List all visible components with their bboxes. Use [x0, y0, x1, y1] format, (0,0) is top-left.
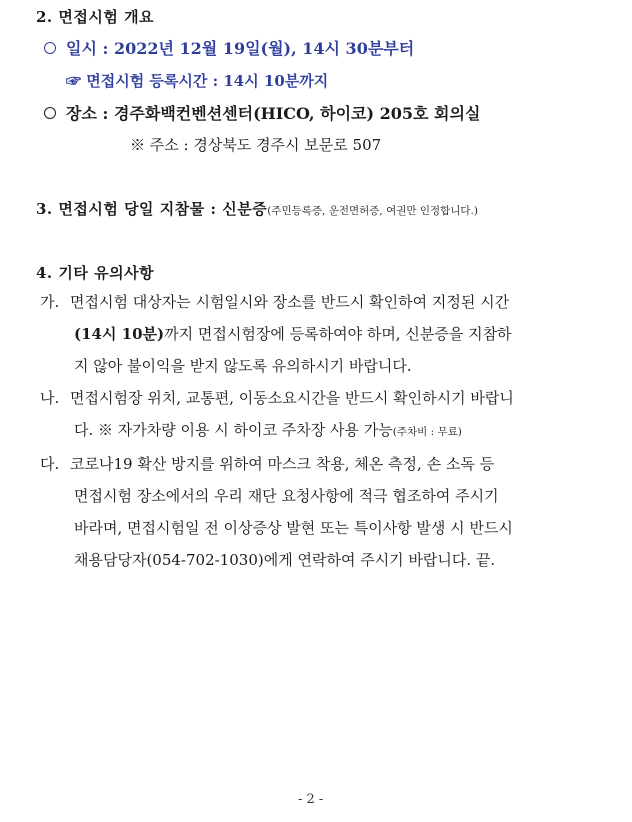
note-ga-line3: 지 않아 불이익을 받지 않도록 유의하시기 바랍니다.	[74, 357, 412, 375]
note-da-line3: 바라며, 면접시험일 전 이상증상 발현 또는 특이사항 발생 시 반드시	[74, 519, 513, 537]
date-item	[44, 36, 414, 59]
note-ga-line1	[40, 286, 620, 318]
note-ga-text-1: 면접시험 대상자는 시험일시와 장소를 반드시 확인하여 지정된 시간	[70, 293, 510, 311]
section-2-title: 2. 면접시험 개요	[36, 8, 155, 26]
section-4-title: 4. 기타 유의사항	[36, 264, 155, 282]
note-na-text-1: 면접시험장 위치, 교통편, 이동소요시간을 반드시 확인하시기 바랍니	[70, 389, 514, 407]
note-na-line1	[40, 382, 620, 414]
page-number: - 2 -	[298, 792, 324, 807]
parking-note: 다. ※ 자가차량 이용 시 하이코 주차장 사용 가능	[74, 421, 393, 439]
note-da-line2: 면접시험 장소에서의 우리 재단 요청사항에 적극 협조하여 주시기	[74, 487, 499, 505]
circle-bullet-icon	[44, 42, 56, 54]
date-text: 일시 : 2022년 12월 19일(월), 14시 30분부터	[66, 39, 415, 58]
note-da-line1	[40, 448, 620, 480]
note-da-text-1: 코로나19 확산 방지를 위하여 마스크 착용, 체온 측정, 손 소독 등	[70, 455, 495, 473]
note-ga-text-2: 까지 면접시험장에 등록하여야 하며, 신분증을 지참하	[164, 325, 512, 343]
id-note: (주민등록증, 운전면허증, 여권만 인정합니다.)	[267, 205, 478, 217]
section-3	[36, 198, 478, 219]
place-item	[44, 101, 480, 124]
place-text: 장소 : 경주화백컨벤션센터(HICO, 하이코) 205호 회의실	[66, 104, 481, 123]
note-ga-label: 가.	[40, 293, 60, 311]
circle-bullet-icon	[44, 107, 56, 119]
note-na-label: 나.	[40, 389, 60, 407]
parking-fee-note: (주차비 : 무료)	[392, 426, 462, 438]
note-na-line2	[40, 414, 620, 448]
note-da-line4: 채용담당자(054-702-1030)에게 연락하여 주시기 바랍니다. 끝.	[74, 551, 496, 569]
address-note: ※ 주소 : 경상북도 경주시 보문로 507	[130, 136, 382, 154]
registration-deadline: (14시 10분)	[74, 325, 165, 343]
registration-time: ☞ 면접시험 등록시간 : 14시 10분까지	[66, 72, 329, 90]
note-da-label: 다.	[40, 455, 60, 473]
note-ga-line2	[40, 318, 620, 350]
section-3-title: 3. 면접시험 당일 지참물 : 신분증	[36, 200, 268, 218]
notes-list	[40, 286, 620, 576]
